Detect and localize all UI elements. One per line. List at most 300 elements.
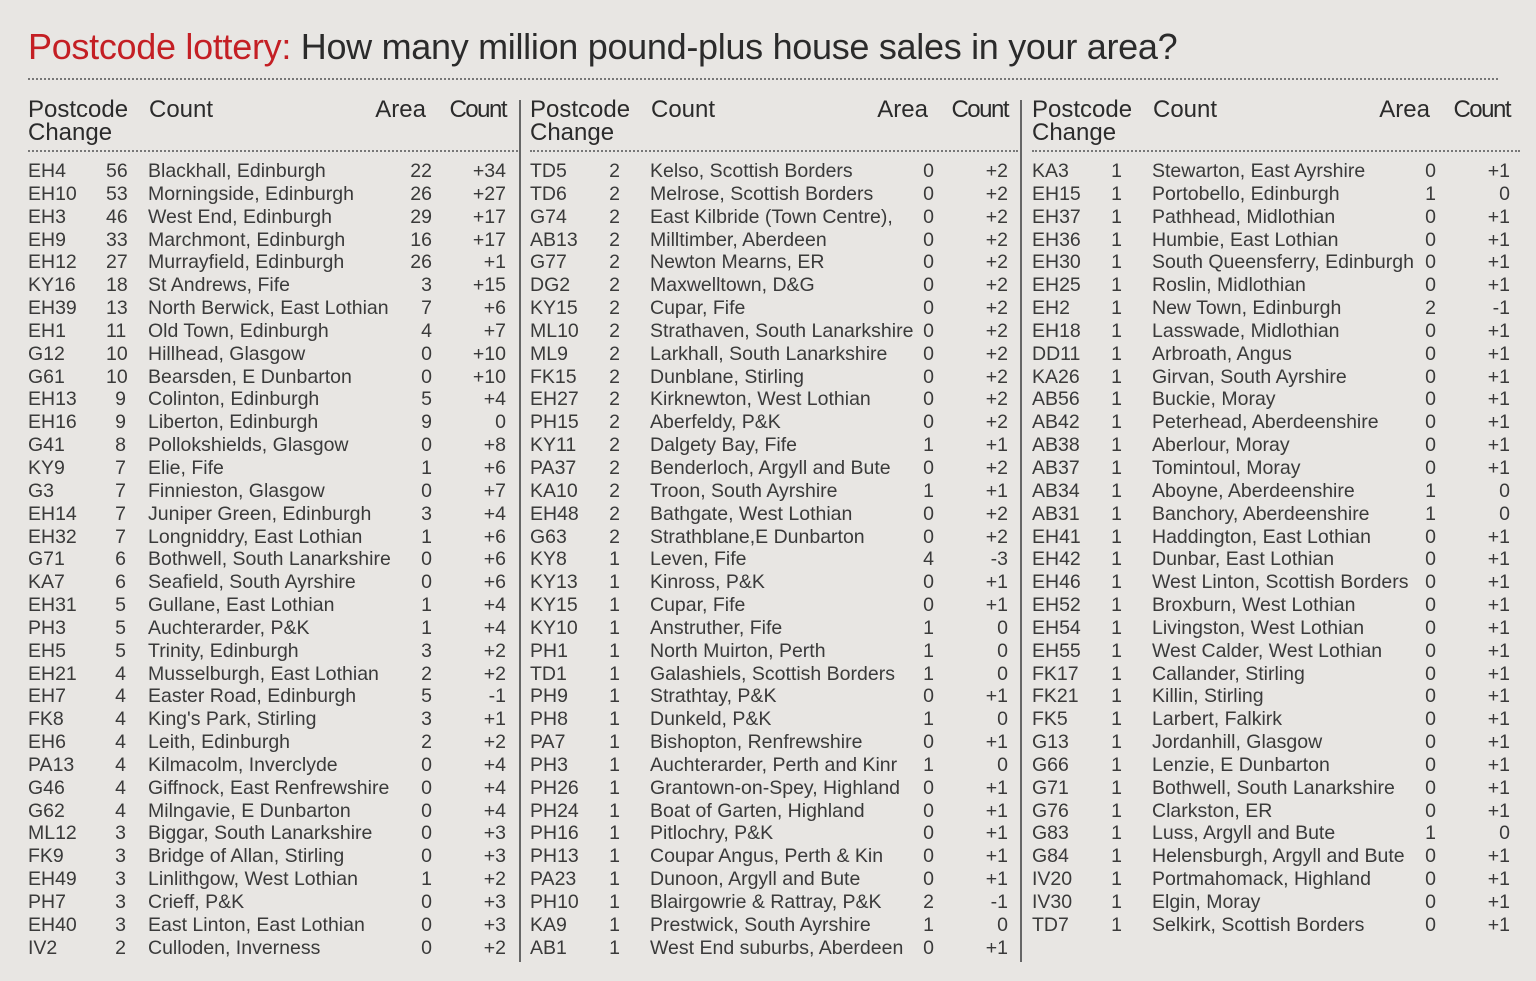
postcode-cell: PA7 [530, 731, 566, 754]
area-name-cell: Leven, Fife [650, 548, 747, 571]
area-cell: 29 [410, 205, 432, 228]
postcode-cell: EH31 [28, 594, 77, 617]
table-row [28, 754, 508, 777]
table-row [1032, 457, 1512, 480]
postcode-cell: IV20 [1032, 868, 1073, 891]
table-row [28, 457, 508, 480]
table-body [1032, 160, 1512, 937]
column-divider [1020, 100, 1022, 962]
table-row [1032, 388, 1512, 411]
table-row [530, 800, 1010, 823]
area-name-cell: Pathhead, Midlothian [1152, 205, 1336, 228]
change-cell: +1 [985, 571, 1008, 594]
postcode-cell: IV30 [1032, 891, 1073, 913]
change-cell: +3 [483, 913, 506, 936]
area-name-cell: Marchmont, Edinburgh [148, 228, 346, 251]
header-area: Area [1379, 96, 1430, 123]
change-cell: +6 [483, 297, 506, 320]
change-cell: -1 [990, 891, 1008, 913]
change-cell: +6 [483, 548, 506, 571]
area-cell: 0 [1425, 913, 1436, 936]
area-cell: 2 [421, 731, 432, 754]
count-cell: 7 [115, 456, 126, 479]
change-cell: +2 [483, 639, 506, 662]
change-cell: 0 [495, 411, 506, 434]
postcode-cell: EH32 [28, 525, 77, 548]
table-row [28, 663, 508, 686]
area-cell: 3 [421, 708, 432, 731]
area-name-cell: Dalgety Bay, Fife [650, 434, 798, 457]
change-cell: -3 [990, 548, 1008, 571]
change-cell: -1 [1492, 297, 1510, 320]
area-name-cell: Elie, Fife [148, 456, 224, 479]
area-cell: 1 [923, 753, 934, 776]
table-row [28, 526, 508, 549]
area-cell: 0 [923, 502, 934, 525]
area-name-cell: Finnieston, Glasgow [148, 479, 325, 502]
count-cell: 1 [1111, 411, 1122, 434]
postcode-cell: ML12 [28, 822, 77, 845]
table-row [530, 160, 1010, 183]
area-name-cell: Anstruther, Fife [650, 616, 783, 639]
count-cell: 4 [115, 685, 126, 708]
area-name-cell: Strathaven, South Lanarkshire [650, 319, 914, 342]
change-cell: +2 [985, 525, 1008, 548]
change-cell: +2 [483, 662, 506, 685]
change-cell: +1 [1487, 731, 1510, 754]
area-cell: 0 [1425, 891, 1436, 913]
postcode-cell: EH9 [28, 228, 66, 251]
change-cell: +2 [483, 868, 506, 891]
area-name-cell: Lenzie, E Dunbarton [1152, 753, 1330, 776]
area-cell: 1 [923, 708, 934, 731]
postcode-cell: EH12 [28, 251, 77, 274]
area-cell: 0 [1425, 868, 1436, 891]
area-cell: 0 [421, 342, 432, 365]
change-cell: 0 [997, 913, 1008, 936]
postcode-cell: KA9 [530, 913, 567, 936]
area-name-cell: East Kilbride (Town Centre), [650, 205, 893, 228]
count-cell: 2 [609, 365, 620, 388]
postcode-cell: KY15 [530, 594, 578, 617]
postcode-cell: PH9 [530, 685, 568, 708]
area-name-cell: Blackhall, Edinburgh [148, 160, 326, 182]
header-count: Count [149, 96, 214, 123]
area-cell: 0 [1425, 753, 1436, 776]
table-row [530, 868, 1010, 891]
count-cell: 1 [1111, 845, 1122, 868]
postcode-cell: G71 [1032, 776, 1069, 799]
area-name-cell: North Muirton, Perth [650, 639, 826, 662]
area-cell: 0 [923, 182, 934, 205]
area-cell: 0 [1425, 639, 1436, 662]
area-name-cell: Leith, Edinburgh [148, 731, 291, 754]
change-cell: +1 [1487, 434, 1510, 457]
change-cell: +1 [1487, 571, 1510, 594]
change-cell: +1 [1487, 685, 1510, 708]
table-panel-3 [1032, 96, 1512, 966]
postcode-cell: G61 [28, 365, 65, 388]
table-row [28, 685, 508, 708]
table-row [530, 297, 1010, 320]
count-cell: 1 [1111, 753, 1122, 776]
change-cell: +1 [1487, 319, 1510, 342]
area-cell: 1 [923, 639, 934, 662]
table-row [530, 411, 1010, 434]
area-name-cell: Cupar, Fife [650, 594, 746, 617]
area-cell: 0 [421, 891, 432, 913]
count-cell: 1 [609, 822, 620, 845]
change-cell: +4 [483, 616, 506, 639]
area-cell: 0 [923, 822, 934, 845]
area-name-cell: Girvan, South Ayrshire [1152, 365, 1347, 388]
header-change: Change [1032, 119, 1117, 146]
area-cell: 3 [421, 639, 432, 662]
table-header [530, 96, 1010, 148]
change-cell: +2 [985, 182, 1008, 205]
postcode-cell: FK5 [1032, 708, 1068, 731]
header-postcode: Postcode [530, 96, 631, 123]
table-row [1032, 594, 1512, 617]
change-cell: 0 [997, 662, 1008, 685]
table-row [28, 434, 508, 457]
count-cell: 2 [609, 456, 620, 479]
change-cell: 0 [1499, 502, 1510, 525]
count-cell: 4 [115, 753, 126, 776]
title-divider [28, 78, 1498, 80]
area-name-cell: Newton Mearns, ER [650, 251, 825, 274]
area-cell: 0 [923, 365, 934, 388]
postcode-cell: EH4 [28, 160, 66, 182]
area-name-cell: Giffnock, East Renfrewshire [148, 776, 390, 799]
table-row [530, 343, 1010, 366]
area-cell: 0 [1425, 228, 1436, 251]
change-cell: +7 [483, 319, 506, 342]
area-cell: 0 [1425, 411, 1436, 434]
change-cell: +1 [985, 868, 1008, 891]
table-row [530, 617, 1010, 640]
change-cell: +1 [1487, 639, 1510, 662]
area-name-cell: Coupar Angus, Perth & Kin [650, 845, 884, 868]
count-cell: 3 [115, 822, 126, 845]
area-name-cell: Troon, South Ayrshire [650, 479, 838, 502]
count-cell: 1 [1111, 616, 1122, 639]
change-cell: +1 [985, 731, 1008, 754]
count-cell: 1 [1111, 594, 1122, 617]
table-row [530, 731, 1010, 754]
postcode-cell: EH25 [1032, 274, 1081, 297]
count-cell: 2 [609, 182, 620, 205]
table-row [28, 937, 508, 960]
area-cell: 4 [923, 548, 934, 571]
postcode-cell: PH24 [530, 799, 579, 822]
area-name-cell: Musselburgh, East Lothian [148, 662, 379, 685]
table-row [1032, 297, 1512, 320]
table-row [530, 845, 1010, 868]
postcode-cell: KA7 [28, 571, 65, 594]
table-row [530, 891, 1010, 914]
area-cell: 0 [421, 548, 432, 571]
area-cell: 0 [923, 388, 934, 411]
table-row [28, 571, 508, 594]
area-cell: 0 [1425, 525, 1436, 548]
count-cell: 1 [1111, 548, 1122, 571]
area-name-cell: Bearsden, E Dunbarton [148, 365, 352, 388]
area-cell: 26 [410, 182, 432, 205]
area-name-cell: Portmahomack, Highland [1152, 868, 1371, 891]
table-row [1032, 548, 1512, 571]
area-cell: 1 [923, 479, 934, 502]
area-name-cell: Kirknewton, West Lothian [650, 388, 871, 411]
change-cell: +1 [1487, 342, 1510, 365]
change-cell: +1 [1487, 228, 1510, 251]
table-row [530, 434, 1010, 457]
area-name-cell: Banchory, Aberdeenshire [1152, 502, 1370, 525]
area-cell: 0 [923, 845, 934, 868]
area-name-cell: Pollokshields, Glasgow [148, 434, 349, 457]
table-row [1032, 640, 1512, 663]
area-name-cell: Larbert, Falkirk [1152, 708, 1283, 731]
area-cell: 0 [1425, 799, 1436, 822]
area-name-cell: Haddington, East Lothian [1152, 525, 1371, 548]
count-cell: 53 [106, 182, 128, 205]
count-cell: 2 [609, 228, 620, 251]
area-name-cell: Strathtay, P&K [650, 685, 777, 708]
area-cell: 0 [1425, 160, 1436, 182]
table-row [1032, 822, 1512, 845]
header-count-2: Count [1453, 96, 1510, 123]
count-cell: 2 [609, 479, 620, 502]
postcode-cell: PH8 [530, 708, 568, 731]
change-cell: +7 [483, 479, 506, 502]
area-cell: 1 [923, 913, 934, 936]
area-cell: 0 [923, 456, 934, 479]
table-row [530, 571, 1010, 594]
count-cell: 1 [1111, 319, 1122, 342]
area-name-cell: East Linton, East Lothian [148, 913, 365, 936]
postcode-cell: KA10 [530, 479, 578, 502]
area-name-cell: Milngavie, E Dunbarton [148, 799, 351, 822]
change-cell: +2 [985, 365, 1008, 388]
area-name-cell: Dunbar, East Lothian [1152, 548, 1335, 571]
count-cell: 1 [609, 776, 620, 799]
postcode-cell: PH26 [530, 776, 579, 799]
count-cell: 1 [1111, 868, 1122, 891]
table-row [28, 822, 508, 845]
count-cell: 2 [609, 525, 620, 548]
postcode-cell: AB34 [1032, 479, 1080, 502]
area-name-cell: Dunkeld, P&K [650, 708, 772, 731]
table-body [530, 160, 1010, 960]
area-name-cell: Murrayfield, Edinburgh [148, 251, 345, 274]
header-count: Count [1153, 96, 1218, 123]
area-cell: 5 [421, 685, 432, 708]
count-cell: 10 [106, 342, 128, 365]
table-row [28, 708, 508, 731]
change-cell: +1 [985, 594, 1008, 617]
count-cell: 1 [1111, 502, 1122, 525]
postcode-cell: KA3 [1032, 160, 1069, 182]
postcode-cell: EH54 [1032, 616, 1081, 639]
header-change: Change [530, 119, 615, 146]
count-cell: 4 [115, 776, 126, 799]
postcode-cell: AB1 [530, 936, 567, 959]
area-cell: 0 [1425, 662, 1436, 685]
area-cell: 0 [1425, 776, 1436, 799]
table-row [28, 297, 508, 320]
area-cell: 2 [1425, 297, 1436, 320]
area-name-cell: Bathgate, West Lothian [650, 502, 853, 525]
change-cell: +2 [985, 342, 1008, 365]
count-cell: 2 [609, 274, 620, 297]
change-cell: +1 [1487, 388, 1510, 411]
area-cell: 0 [923, 411, 934, 434]
table-row [28, 777, 508, 800]
count-cell: 1 [1111, 342, 1122, 365]
area-cell: 9 [421, 411, 432, 434]
count-cell: 1 [609, 616, 620, 639]
area-cell: 0 [421, 799, 432, 822]
change-cell: 0 [997, 639, 1008, 662]
count-cell: 2 [609, 319, 620, 342]
area-cell: 0 [923, 160, 934, 182]
count-cell: 1 [1111, 525, 1122, 548]
count-cell: 3 [115, 868, 126, 891]
area-cell: 0 [421, 753, 432, 776]
count-cell: 2 [609, 205, 620, 228]
area-name-cell: Old Town, Edinburgh [148, 319, 329, 342]
table-row [28, 366, 508, 389]
postcode-cell: G63 [530, 525, 567, 548]
postcode-cell: EH27 [530, 388, 579, 411]
postcode-cell: G66 [1032, 753, 1069, 776]
change-cell: +1 [1487, 274, 1510, 297]
count-cell: 7 [115, 502, 126, 525]
area-name-cell: Longniddry, East Lothian [148, 525, 363, 548]
postcode-cell: G71 [28, 548, 65, 571]
table-row [530, 251, 1010, 274]
change-cell: +2 [985, 456, 1008, 479]
postcode-cell: G13 [1032, 731, 1069, 754]
change-cell: +8 [483, 434, 506, 457]
table-row [1032, 229, 1512, 252]
table-row [28, 251, 508, 274]
postcode-cell: EH41 [1032, 525, 1081, 548]
postcode-cell: ML9 [530, 342, 568, 365]
count-cell: 9 [115, 388, 126, 411]
count-cell: 1 [1111, 456, 1122, 479]
postcode-cell: EH10 [28, 182, 77, 205]
change-cell: +1 [1487, 251, 1510, 274]
area-name-cell: Bothwell, South Lanarkshire [148, 548, 391, 571]
postcode-cell: EH42 [1032, 548, 1081, 571]
area-name-cell: Kilmacolm, Inverclyde [148, 753, 338, 776]
count-cell: 2 [609, 160, 620, 182]
table-row [530, 388, 1010, 411]
table-row [1032, 914, 1512, 937]
postcode-cell: KY15 [530, 297, 578, 320]
change-cell: +4 [483, 799, 506, 822]
table-row [530, 914, 1010, 937]
postcode-cell: EH2 [1032, 297, 1070, 320]
change-cell: +17 [472, 205, 506, 228]
table-row [28, 914, 508, 937]
table-row [1032, 617, 1512, 640]
area-name-cell: West End suburbs, Aberdeen [650, 936, 904, 959]
change-cell: +4 [483, 594, 506, 617]
area-name-cell: Lasswade, Midlothian [1152, 319, 1340, 342]
area-cell: 0 [923, 571, 934, 594]
area-cell: 0 [1425, 845, 1436, 868]
area-cell: 0 [923, 799, 934, 822]
change-cell: +1 [1487, 753, 1510, 776]
change-cell: +3 [483, 822, 506, 845]
postcode-cell: AB38 [1032, 434, 1080, 457]
area-name-cell: Juniper Green, Edinburgh [148, 502, 372, 525]
area-cell: 0 [421, 845, 432, 868]
area-name-cell: Dunoon, Argyll and Bute [650, 868, 861, 891]
table-row [1032, 800, 1512, 823]
postcode-cell: G76 [1032, 799, 1069, 822]
postcode-cell: TD5 [530, 160, 567, 182]
table-row [1032, 663, 1512, 686]
postcode-cell: EH48 [530, 502, 579, 525]
table-row [1032, 183, 1512, 206]
postcode-cell: EH52 [1032, 594, 1081, 617]
area-name-cell: St Andrews, Fife [148, 274, 290, 297]
area-cell: 0 [923, 731, 934, 754]
change-cell: +2 [985, 502, 1008, 525]
postcode-cell: EH18 [1032, 319, 1081, 342]
area-name-cell: Killin, Stirling [1152, 685, 1264, 708]
table-row [1032, 685, 1512, 708]
change-cell: +1 [985, 845, 1008, 868]
count-cell: 4 [115, 662, 126, 685]
header-count-2: Count [449, 96, 506, 123]
area-name-cell: Easter Road, Edinburgh [148, 685, 357, 708]
area-name-cell: Linlithgow, West Lothian [148, 868, 358, 891]
count-cell: 56 [106, 160, 128, 182]
count-cell: 1 [1111, 822, 1122, 845]
change-cell: +1 [985, 434, 1008, 457]
area-cell: 0 [923, 251, 934, 274]
table-row [28, 800, 508, 823]
change-cell: +1 [1487, 205, 1510, 228]
count-cell: 1 [609, 594, 620, 617]
area-cell: 0 [923, 274, 934, 297]
area-name-cell: Liberton, Edinburgh [148, 411, 319, 434]
change-cell: +2 [985, 251, 1008, 274]
area-name-cell: Blairgowrie & Rattray, P&K [650, 891, 882, 913]
table-row [1032, 480, 1512, 503]
postcode-cell: AB13 [530, 228, 578, 251]
postcode-cell: EH39 [28, 297, 77, 320]
table-row [1032, 845, 1512, 868]
header-divider [530, 150, 1018, 152]
change-cell: +27 [472, 182, 506, 205]
area-name-cell: West Calder, West Lothian [1152, 639, 1383, 662]
postcode-cell: EH40 [28, 913, 77, 936]
area-name-cell: Melrose, Scottish Borders [650, 182, 874, 205]
count-cell: 1 [1111, 434, 1122, 457]
postcode-cell: G84 [1032, 845, 1069, 868]
area-cell: 0 [1425, 731, 1436, 754]
area-cell: 3 [421, 502, 432, 525]
count-cell: 1 [1111, 251, 1122, 274]
table-panel-1 [28, 96, 508, 966]
postcode-cell: PH15 [530, 411, 579, 434]
change-cell: +1 [1487, 913, 1510, 936]
